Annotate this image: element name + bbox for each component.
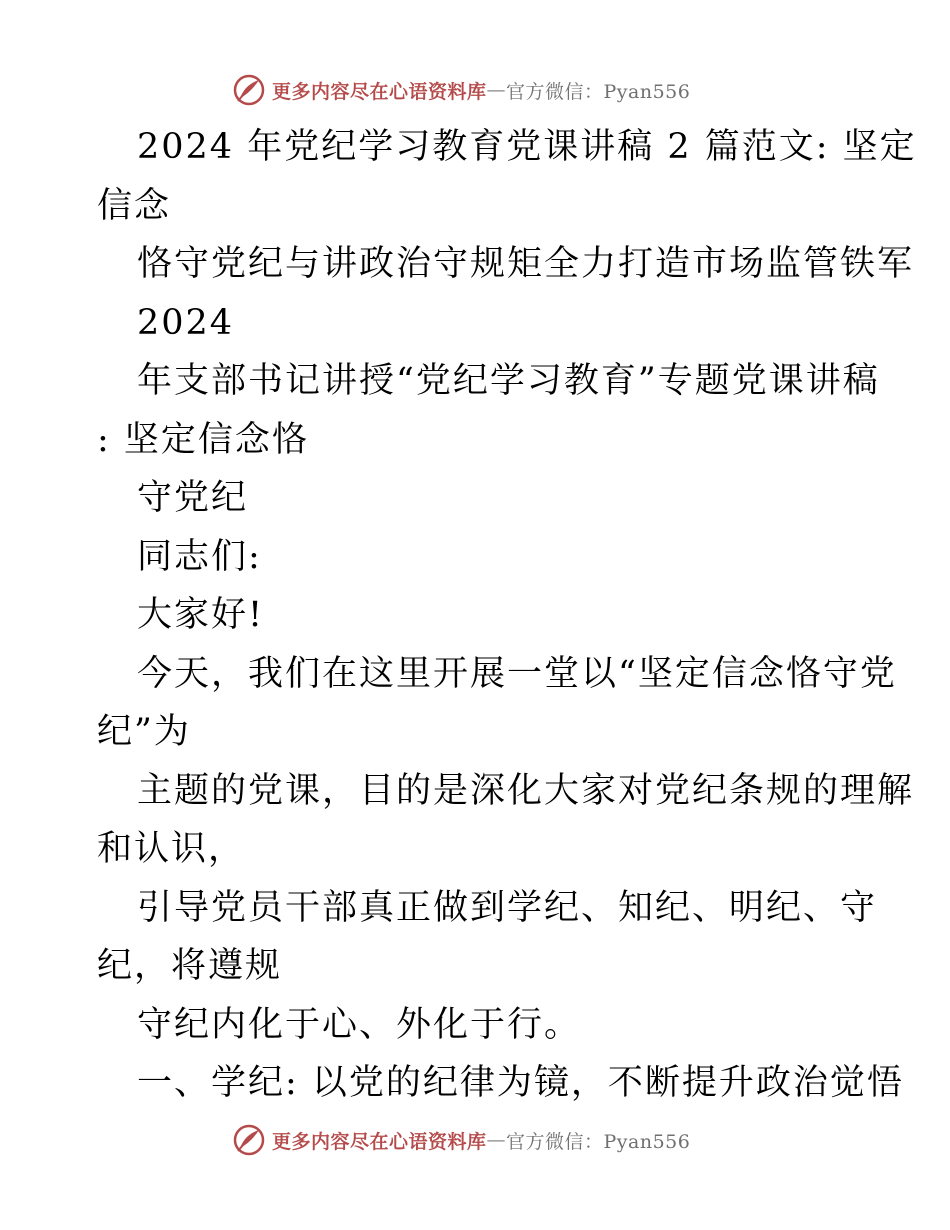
watermark-brand: 更多内容尽在心语资料库 [272, 1130, 487, 1153]
text-line: 守党纪 [137, 478, 249, 518]
watermark-dash: — [486, 1129, 507, 1151]
text-line: 纪，将遵规 [97, 946, 283, 986]
text-line: 一、学纪: 以党的纪律为镜，不断提升政治觉悟 [137, 1063, 904, 1103]
text-line: 大家好! [137, 595, 265, 635]
text-line: 信念 [97, 185, 172, 226]
document-body [97, 118, 917, 1113]
watermark-dash: — [486, 79, 507, 101]
header-watermark [232, 72, 690, 108]
text-line: 守纪内化于心、外化于行。 [137, 1004, 582, 1045]
watermark-contact: 官方微信：Pyan556 [506, 80, 691, 103]
text-line: 2024 [137, 302, 235, 343]
pen-logo-icon [232, 73, 266, 107]
text-line: 2024 年党纪学习教育党课讲稿 2 篇范文: 坚定 [137, 127, 917, 167]
text-line: : 坚定信念恪 [97, 419, 309, 460]
text-line: 和认识， [97, 829, 246, 869]
footer-watermark [232, 1122, 690, 1158]
text-line: 同志们: [137, 536, 262, 577]
text-line: 引导党员干部真正做到学纪、知纪、明纪、守 [137, 887, 878, 928]
watermark-brand: 更多内容尽在心语资料库 [272, 80, 487, 103]
text-line: 年支部书记讲授“党纪学习教育”专题党课讲稿 [137, 361, 880, 401]
pen-logo-icon [232, 1123, 266, 1157]
watermark-contact: 官方微信：Pyan556 [506, 1130, 691, 1153]
text-line: 恪守党纪与讲政治守规矩全力打造市场监管铁军 [137, 244, 915, 284]
text-line: 主题的党课，目的是深化大家对党纪条规的理解 [137, 770, 915, 811]
text-line: 今天，我们在这里开展一堂以“坚定信念恪守党 [137, 653, 897, 694]
text-line: 纪”为 [97, 712, 191, 752]
